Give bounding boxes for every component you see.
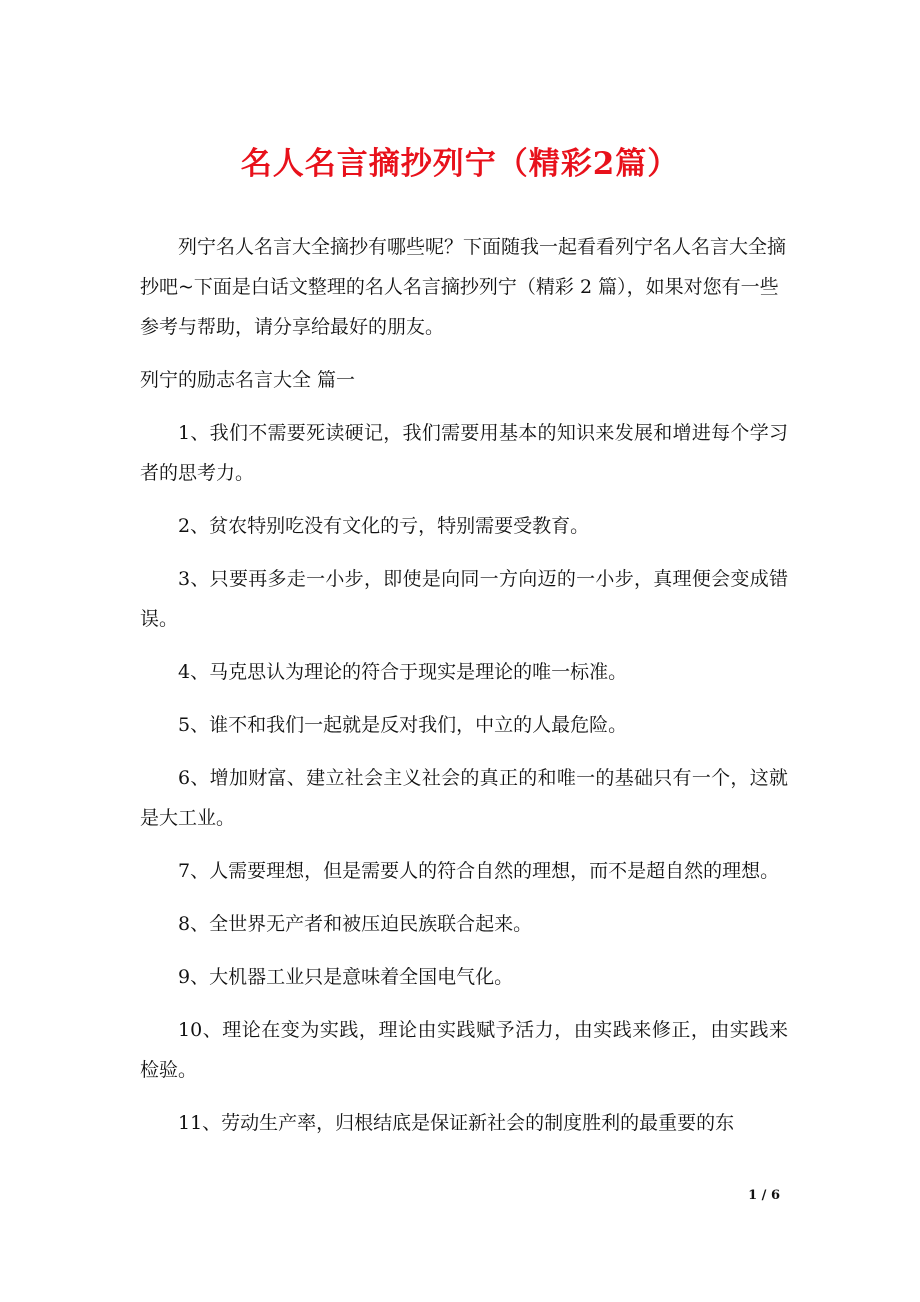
quote-item: 11、劳动生产率，归根结底是保证新社会的制度胜利的最重要的东 <box>178 1112 735 1134</box>
quote-item: 2、贫农特别吃没有文化的亏，特别需要受教育。 <box>178 515 590 537</box>
section-heading: 列宁的励志名言大全 篇一 <box>140 369 356 391</box>
quote-item: 9、大机器工业只是意味着全国电气化。 <box>178 966 514 988</box>
quote-item: 8、全世界无产者和被压迫民族联合起来。 <box>178 913 533 935</box>
quote-item: 6、增加财富、建立社会主义社会的真正的和唯一的基础只有一个，这就是大工业。 <box>140 767 788 829</box>
quote-item: 1、我们不需要死读硬记，我们需要用基本的知识来发展和增进每个学习者的思考力。 <box>140 422 788 484</box>
document-title: 名人名言摘抄列宁（精彩2篇） <box>240 146 680 182</box>
quote-item: 7、人需要理想，但是需要人的符合自然的理想，而不是超自然的理想。 <box>178 860 780 882</box>
quote-item: 5、谁不和我们一起就是反对我们，中立的人最危险。 <box>178 714 628 736</box>
intro-paragraph: 列宁名人名言大全摘抄有哪些呢？下面随我一起看看列宁名人名言大全摘抄吧~下面是白话文整理的名人名言摘抄列宁（精彩 2 篇），如果对您有一些参考与帮助，请分享给最好的朋友。 <box>140 236 787 338</box>
document-body <box>140 227 788 1156</box>
page-number: 1 / 6 <box>748 1188 780 1203</box>
quote-item: 3、只要再多走一小步，即使是向同一方向迈的一小步，真理便会变成错误。 <box>140 568 788 630</box>
quote-item: 10、理论在变为实践，理论由实践赋予活力，由实践来修正，由实践来检验。 <box>140 1019 788 1081</box>
quote-item: 4、马克思认为理论的符合于现实是理论的唯一标准。 <box>178 661 628 683</box>
